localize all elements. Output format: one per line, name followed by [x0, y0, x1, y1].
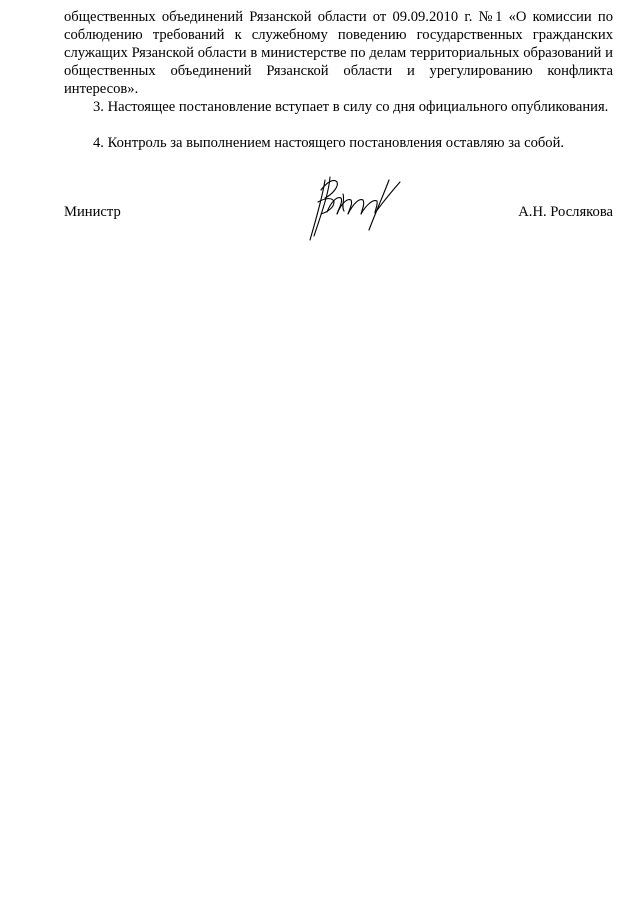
signatory-title: Министр: [64, 204, 121, 220]
signatory-name: А.Н. Рослякова: [518, 204, 613, 220]
handwritten-signature-icon: [303, 172, 407, 244]
paragraph-text: 4. Контроль за выполнением настоящего постановления оставляю за собой.: [93, 135, 565, 151]
paragraph-2-continuation: [64, 8, 613, 98]
paragraph-text: общественных объединений Рязанской области от 09.09.2010 г. №1 «О комиссии по соблюдению требований к служебному поведению государственных гражданских служащих Рязанской области в министерстве по делам территориальных образований и общественных объединений Рязанской области и урегулированию конфликта интересов».: [64, 9, 613, 97]
paragraph-4: [64, 134, 613, 152]
paragraph-text: 3. Настоящее постановление вступает в силу со дня официального опубликования.: [93, 99, 609, 115]
paragraph-3: [64, 98, 613, 116]
